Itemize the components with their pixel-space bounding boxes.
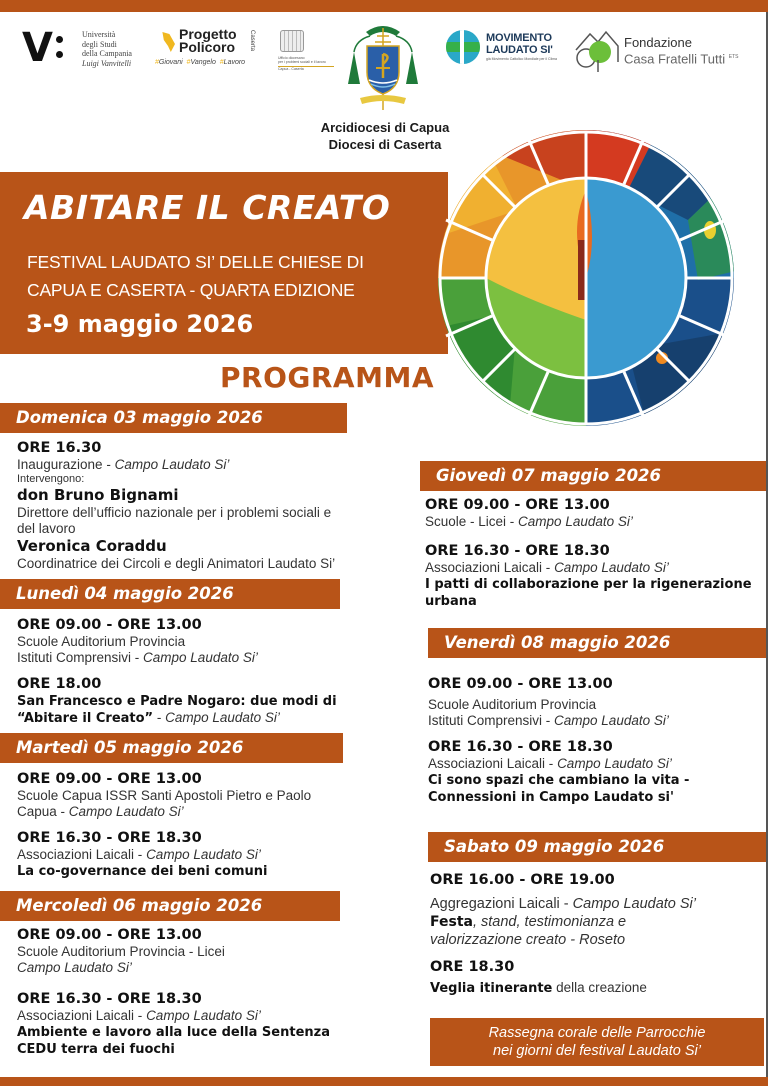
event-venue: Campo Laudato Si’ xyxy=(146,847,261,862)
event-venue: Campo Laudato Si’ xyxy=(554,713,669,728)
speaker-role: Coordinatrice dei Circoli e degli Animatori Laudato Si’ xyxy=(17,556,336,571)
fondazione-casa-fratelli-tutti-logo xyxy=(572,28,752,72)
crest-icon xyxy=(346,22,420,114)
event-venue: Campo Laudato Si’ xyxy=(165,710,280,725)
day-header-venerdi: Venerdì 08 maggio 2026 xyxy=(428,628,766,658)
event-venue: Campo Laudato Si’ xyxy=(146,1008,261,1023)
house-tree-icon xyxy=(572,28,620,72)
speakers-label: Intervengono: xyxy=(17,473,85,485)
event-text: Associazioni Laicali - xyxy=(428,756,558,771)
event-description xyxy=(430,913,766,931)
event-time: ORE 09.00 - ORE 13.00 xyxy=(17,927,202,943)
event-description xyxy=(428,756,766,772)
day-section-venerdi xyxy=(428,675,766,806)
event-text: Istituti Comprensivi - xyxy=(17,650,144,665)
event-text: , stand, testimonianza e xyxy=(472,914,627,930)
event-title: Ci sono spazi che cambiano la vita - xyxy=(428,773,690,788)
day-header-giovedi: Giovedì 07 maggio 2026 xyxy=(420,461,766,491)
event-title: CEDU terra dei fuochi xyxy=(17,1042,175,1057)
ets-badge: ETS xyxy=(728,54,739,60)
day-header-mercoledi: Mercoledì 06 maggio 2026 xyxy=(0,891,340,921)
vanvitelli-line: degli Studi xyxy=(82,39,117,49)
event-title: Veglia itinerante xyxy=(430,981,553,996)
policoro-tag: # Lavoro xyxy=(220,59,245,66)
event-time: ORE 09.00 - ORE 13.00 xyxy=(17,617,202,633)
event-description: Scuole Auditorium Provincia - Licei xyxy=(17,944,225,959)
event-text: Aggregazioni Laicali - xyxy=(430,896,573,912)
event-description xyxy=(425,514,765,530)
movimento-title-line: LAUDATO SI' xyxy=(486,44,553,56)
event-text: Scuole - Licei - xyxy=(425,514,519,529)
stained-glass-wheel-icon xyxy=(428,130,740,430)
bottom-accent-bar xyxy=(0,1077,768,1086)
event-time: ORE 16.00 - ORE 19.00 xyxy=(430,872,615,888)
event-description xyxy=(430,895,766,913)
diocese-line: Arcidiocesi di Capua xyxy=(320,120,450,135)
event-description xyxy=(17,847,357,863)
speaker-name: don Bruno Bignami xyxy=(17,486,179,504)
ufficio-divider xyxy=(278,66,334,67)
day-section-sabato xyxy=(430,871,766,997)
vanvitelli-line: Università xyxy=(82,30,116,39)
policoro-side-label: Caserta xyxy=(249,30,255,52)
day-section-mercoledi xyxy=(17,926,357,1058)
speaker-name: Veronica Coraddu xyxy=(17,537,167,555)
event-title: Festa xyxy=(430,914,473,930)
ufficio-line: Capua - Caserta xyxy=(278,67,304,71)
event-title: Ambiente e lavoro alla luce della Sentenza xyxy=(17,1025,330,1040)
event-text: Inaugurazione - xyxy=(17,457,115,472)
event-venue: Campo Laudato Si’ xyxy=(143,650,258,665)
event-time: ORE 16.30 - ORE 18.30 xyxy=(17,991,202,1007)
fondazione-name xyxy=(624,35,739,66)
event-description xyxy=(17,960,357,976)
event-title: I patti di collaborazione per la rigenerazione xyxy=(425,577,752,592)
event-title: San Francesco e Padre Nogaro: due modi di xyxy=(17,694,337,709)
policoro-logo xyxy=(155,26,260,72)
event-time: ORE 16.30 xyxy=(17,440,102,456)
creation-wheel-illustration xyxy=(428,130,740,430)
programma-heading: PROGRAMMA xyxy=(220,361,434,394)
vanvitelli-colon-icon xyxy=(56,34,64,60)
day-header-domenica: Domenica 03 maggio 2026 xyxy=(0,403,347,433)
top-accent-bar xyxy=(0,0,768,12)
archbishop-crest-logo xyxy=(346,22,420,114)
event-text: valorizzazione creato - Roseto xyxy=(430,932,626,948)
festival-title: ABITARE IL CREATO xyxy=(24,188,391,227)
speaker-role: Direttore dell’ufficio nazionale per i problemi sociali e del lavoro xyxy=(17,505,332,536)
day-header-martedi: Martedì 05 maggio 2026 xyxy=(0,733,343,763)
day-section-martedi xyxy=(17,770,357,880)
event-title: Connessioni in Campo Laudato si' xyxy=(428,790,674,805)
event-time: ORE 09.00 - ORE 13.00 xyxy=(17,771,202,787)
choir-rassegna-line: Rassegna corale delle Parrocchie xyxy=(488,1025,706,1041)
event-time: ORE 16.30 - ORE 18.30 xyxy=(428,739,613,755)
fondazione-line: Fondazione xyxy=(624,35,692,50)
ufficio-line: Ufficio diocesano xyxy=(278,56,305,60)
event-time: ORE 18.30 xyxy=(430,959,515,975)
event-description xyxy=(428,713,766,729)
festival-subtitle xyxy=(27,248,364,304)
event-venue: Campo Laudato Si’ xyxy=(17,960,132,975)
policoro-title xyxy=(179,28,237,54)
choir-rassegna-box xyxy=(430,1018,764,1066)
event-venue: Campo Laudato Si’ xyxy=(554,560,669,575)
movimento-laudato-si-logo xyxy=(446,30,558,66)
festival-subtitle-line: CAPUA E CASERTA - QUARTA EDIZIONE xyxy=(27,280,355,300)
festival-dates: 3-9 maggio 2026 xyxy=(26,310,254,338)
ufficio-diocesano-logo xyxy=(278,30,336,74)
event-description xyxy=(425,560,765,576)
event-text: Associazioni Laicali - xyxy=(425,560,555,575)
event-text: della creazione xyxy=(552,980,647,995)
choir-rassegna-line: nei giorni del festival Laudato Si’ xyxy=(493,1043,701,1059)
globe-icon xyxy=(446,30,480,64)
event-time: ORE 16.30 - ORE 18.30 xyxy=(17,830,202,846)
event-text: Capua - xyxy=(17,804,69,819)
event-description xyxy=(17,457,347,473)
italy-map-icon xyxy=(161,32,175,52)
event-text: Associazioni Laicali - xyxy=(17,847,147,862)
diocese-line: Diocesi di Caserta xyxy=(328,137,442,152)
event-time: ORE 16.30 - ORE 18.30 xyxy=(425,543,610,559)
policoro-tag: # Giovani xyxy=(155,59,183,66)
vanvitelli-logo xyxy=(22,25,152,72)
event-title: “Abitare il Creato” xyxy=(17,711,154,726)
event-description: Scuole Auditorium Provincia xyxy=(17,634,186,649)
vanvitelli-line: Luigi Vanvitelli xyxy=(82,58,132,68)
event-description xyxy=(430,931,766,949)
event-text: - xyxy=(153,710,166,725)
event-time: ORE 18.00 xyxy=(17,676,102,692)
event-venue: Campo Laudato Si’ xyxy=(518,514,633,529)
festival-subtitle-line: FESTIVAL LAUDATO SI’ DELLE CHIESE DI xyxy=(27,252,364,272)
day-header-lunedi: Lunedì 04 maggio 2026 xyxy=(0,579,340,609)
saints-figure-icon xyxy=(280,30,304,52)
event-description: Scuole Auditorium Provincia xyxy=(428,697,597,712)
event-title: urbana xyxy=(425,594,477,609)
event-description xyxy=(17,804,357,820)
day-section-giovedi xyxy=(425,496,765,610)
vanvitelli-line: della Campania xyxy=(82,49,132,58)
policoro-tags xyxy=(155,59,245,66)
event-venue: Campo Laudato Si’ xyxy=(557,756,672,771)
fondazione-line: Casa Fratelli Tutti xyxy=(624,51,726,67)
event-time: ORE 09.00 - ORE 13.00 xyxy=(428,676,613,692)
event-time: ORE 09.00 - ORE 13.00 xyxy=(425,497,610,513)
movimento-title-line: MOVIMENTO xyxy=(486,32,552,44)
movimento-subtitle: già Movimento Cattolico Mondiale per il Clima xyxy=(486,57,558,61)
day-section-domenica xyxy=(17,439,347,572)
policoro-title-line: Progetto xyxy=(179,26,237,42)
vanvitelli-text xyxy=(82,30,132,68)
vanvitelli-v-mark: V xyxy=(22,25,53,71)
event-description xyxy=(17,650,347,666)
event-text: Istituti Comprensivi - xyxy=(428,713,555,728)
event-text: Associazioni Laicali - xyxy=(17,1008,147,1023)
event-venue: Campo Laudato Si’ xyxy=(114,457,230,472)
event-venue: Campo Laudato Si’ xyxy=(572,896,696,912)
movimento-title xyxy=(486,32,553,56)
event-description: Scuole Capua ISSR Santi Apostoli Pietro e Paolo xyxy=(17,788,312,803)
day-section-lunedi xyxy=(17,616,347,727)
event-description xyxy=(430,980,766,997)
policoro-title-line: Policoro xyxy=(179,39,236,55)
event-description xyxy=(17,710,347,727)
event-description xyxy=(17,1008,357,1024)
event-title: La co-governance dei beni comuni xyxy=(17,864,268,879)
ufficio-text xyxy=(278,56,336,71)
event-venue: Campo Laudato Si’ xyxy=(68,804,184,819)
ufficio-line: per i problemi sociali e il lavoro xyxy=(278,60,326,64)
day-header-sabato: Sabato 09 maggio 2026 xyxy=(428,832,766,862)
policoro-tag: # Vangelo xyxy=(187,59,216,66)
